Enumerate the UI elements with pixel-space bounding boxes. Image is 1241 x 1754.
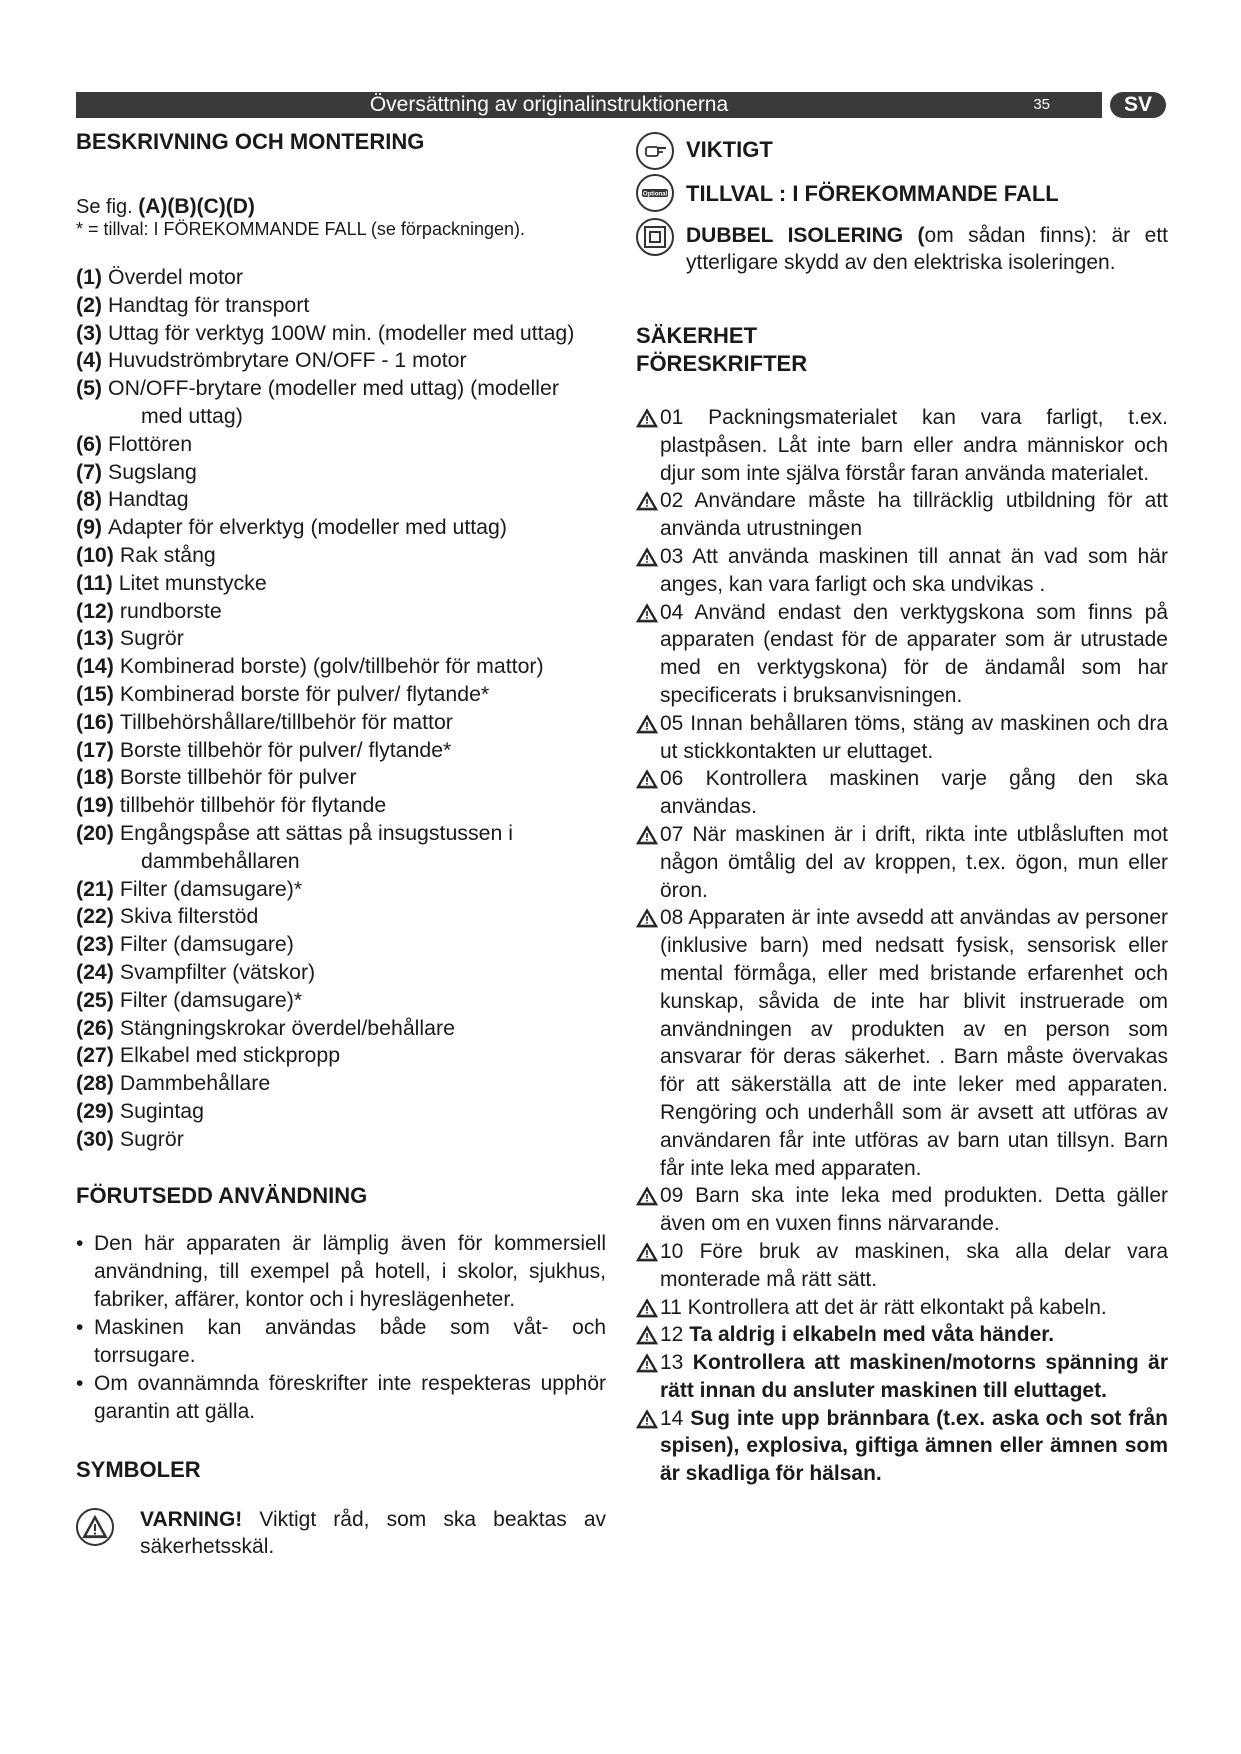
list-item: [636, 487, 1168, 543]
part-label: Sugintag: [119, 1098, 204, 1123]
part-number: (26): [76, 1015, 114, 1040]
part-label: Tillbehörshållare/tillbehör för mattor: [119, 709, 453, 734]
part-label: Uttag för verktyg 100W min. (modeller med uttag): [108, 320, 575, 345]
warning-triangle-icon: [636, 408, 658, 428]
list-item: [76, 347, 606, 375]
list-item: [76, 931, 606, 959]
part-number: (20): [76, 820, 114, 845]
safety-item-number: 05: [660, 711, 684, 735]
list-item: [636, 404, 1168, 487]
safety-item-text: Kontrollera att det är rätt elkontakt på kabeln.: [687, 1295, 1107, 1319]
double-insulation-icon: [636, 218, 674, 256]
list-item: [76, 820, 606, 876]
warning-triangle-icon: [636, 1409, 658, 1429]
part-number: (9): [76, 515, 103, 540]
warning-triangle-icon: [636, 1186, 658, 1206]
safety-item-number: 03: [660, 544, 684, 568]
figure-ref-figs: (A)(B)(C)(D): [138, 195, 255, 218]
safety-item-number: 01: [660, 406, 684, 429]
list-item: [76, 292, 606, 320]
svg-text:Optional: Optional: [642, 191, 668, 198]
warning-triangle-icon: [636, 1325, 658, 1345]
part-number: (21): [76, 876, 114, 901]
list-item: [76, 959, 606, 987]
part-label: Adapter för elverktyg (modeller med uttag): [108, 515, 507, 540]
part-label: Rak stång: [119, 542, 216, 567]
section-title-intended-use: FÖRUTSEDD ANVÄNDNING: [76, 1182, 368, 1208]
part-label: Huvudströmbrytare ON/OFF - 1 motor: [108, 348, 467, 373]
safety-item-number: 13: [660, 1351, 684, 1375]
part-label: Litet munstycke: [118, 570, 267, 595]
list-item: • Maskinen kan användas både som våt- och torrsugare.: [76, 1314, 606, 1370]
list-item: [76, 764, 606, 792]
part-label: Borste tillbehör för pulver/ flytande*: [119, 737, 452, 762]
list-item: [636, 765, 1168, 821]
safety-item-text: Apparaten är inte avsedd att användas av personer (inklusive barn) med nedsatt fysisk, sensorisk eller mental förmåga, eller med bristande erfarenhet och kunskap, såvida de inte har blivit instruerade om användningen av produkten av en person som ansvarar för deras säkerhet. . Barn måste övervakas för att säkerställa att de inte leker med apparaten. Rengöring och underhåll som är avsett att utföras av användaren får inte utföras av barn utan tillsyn. Barn får inte leka med apparaten.: [660, 906, 1168, 1180]
part-number: (29): [76, 1098, 114, 1123]
part-number: (5): [76, 376, 103, 401]
list-item: [76, 792, 606, 820]
header-title: Översättning av originalinstruktionerna: [369, 93, 729, 116]
symbol-warning-label: VARNING!: [140, 1507, 243, 1531]
list-item: [636, 710, 1168, 766]
safety-item-number: 08: [660, 906, 684, 930]
part-number: (6): [76, 431, 103, 456]
part-label: Borste tillbehör för pulver: [119, 765, 357, 790]
list-item: [636, 599, 1168, 710]
page-number: 35: [1033, 96, 1050, 113]
list-item: [636, 821, 1168, 904]
part-number: (16): [76, 709, 114, 734]
part-number: (7): [76, 459, 103, 484]
part-label: Sugrör: [119, 626, 184, 651]
part-label: Engångspåse att sättas på insugstussen i dammbehållaren: [119, 820, 513, 873]
warning-triangle-icon: [636, 1242, 658, 1262]
double-insulation-text: om sådan finns): är ett ytterligare skydd av den elektriska isoleringen.: [686, 224, 1168, 274]
safety-item-text: När maskinen är i drift, rikta inte utblåsluften mot någon ömtålig del av kroppen, t.ex. ögon, mun eller öron.: [660, 822, 1168, 902]
parts-list: [76, 264, 606, 1154]
list-item: [76, 876, 606, 904]
warning-triangle-icon: [636, 603, 658, 623]
list-item: [76, 737, 606, 765]
list-item: [76, 431, 606, 459]
list-item: [636, 1182, 1168, 1238]
part-number: (12): [76, 598, 114, 623]
list-item: [76, 459, 606, 487]
list-item: [76, 514, 606, 542]
safety-list: [636, 404, 1168, 1488]
safety-item-number: 06: [660, 767, 684, 791]
right-column: [636, 136, 1168, 1488]
part-number: (13): [76, 626, 114, 651]
part-label: Handtag för transport: [108, 292, 310, 317]
part-label: Överdel motor: [108, 265, 243, 289]
list-item: [76, 375, 606, 431]
warning-triangle-icon: [636, 908, 658, 928]
section-title-description: BESKRIVNING OCH MONTERING: [76, 129, 425, 154]
safety-title-line2: FÖRESKRIFTER: [636, 351, 808, 376]
part-number: (1): [76, 265, 103, 289]
part-label: Handtag: [108, 487, 189, 512]
double-insulation-row: [636, 222, 1168, 276]
list-item: [636, 904, 1168, 1182]
warning-triangle-icon: [636, 1298, 658, 1318]
list-item: [76, 681, 606, 709]
safety-item-text: Barn ska inte leka med produkten. Detta gäller även om en vuxen finns närvarande.: [660, 1184, 1168, 1236]
part-label: Filter (damsugare): [119, 932, 294, 957]
header-bar: [76, 92, 1102, 118]
optional-label: TILLVAL : I FÖREKOMMANDE FALL: [686, 181, 1059, 206]
list-item: • Om ovannämnda föreskrifter inte respekteras upphör garantin att gälla.: [76, 1370, 606, 1426]
safety-item-text: Kontrollera att maskinen/motorns spänning är rätt innan du ansluter maskinen till eluttaget.: [660, 1351, 1168, 1402]
list-item: [636, 1238, 1168, 1294]
part-label: Sugrör: [119, 1126, 184, 1151]
list-item: [76, 570, 606, 598]
safety-item-text: Användare måste ha tillräcklig utbildning för att använda utrustningen: [660, 489, 1168, 541]
part-label: Stängningskrokar överdel/behållare: [119, 1015, 455, 1040]
part-number: (4): [76, 348, 103, 373]
list-item: [76, 1042, 606, 1070]
section-title-symbols: SYMBOLER: [76, 1456, 201, 1482]
list-item: [76, 1098, 606, 1126]
safety-item-text: Före bruk av maskinen, ska alla delar vara monterade må rätt sätt.: [660, 1239, 1168, 1291]
list-item: [636, 1321, 1168, 1349]
part-number: (17): [76, 737, 114, 762]
part-number: (2): [76, 292, 103, 317]
list-item: [636, 1294, 1168, 1322]
part-number: (8): [76, 487, 103, 512]
part-label: ON/OFF-brytare (modeller med uttag) (modeller med uttag): [108, 376, 559, 428]
warning-triangle-icon: [636, 491, 658, 511]
part-label: Filter (damsugare)*: [119, 876, 303, 901]
list-item: [76, 987, 606, 1015]
optional-note: [76, 218, 606, 240]
list-item: [76, 486, 606, 514]
part-number: (28): [76, 1071, 114, 1096]
warning-triangle-icon: [636, 714, 658, 734]
part-label: Kombinerad borste) (golv/tillbehör för mattor): [119, 654, 544, 679]
optional-row: [636, 180, 1168, 214]
safety-item-text: Att använda maskinen till annat än vad som här anges, kan vara farligt och ska undvikas .: [660, 544, 1168, 596]
list-item: [76, 542, 606, 570]
list-item: [76, 653, 606, 681]
part-label: rundborste: [119, 598, 222, 623]
list-item: [76, 598, 606, 626]
important-row: [636, 136, 1168, 172]
part-number: (23): [76, 932, 114, 957]
safety-item-number: 10: [660, 1239, 684, 1263]
list-item: [76, 1070, 606, 1098]
list-item: [636, 543, 1168, 599]
safety-item-text: Sug inte upp brännbara (t.ex. aska och sot från spisen), explosiva, giftiga ämnen eller ämnen som är skadliga för hälsan.: [660, 1406, 1168, 1486]
warning-triangle-icon: [636, 825, 658, 845]
list-item: • Den här apparaten är lämplig även för kommersiell användning, till exempel på hotell, i skolor, sjukhus, fabriker, affärer, kontor och i hyreslägenheter.: [76, 1230, 606, 1314]
part-label: tillbehör tillbehör för flytande: [119, 793, 387, 818]
part-number: (3): [76, 320, 103, 345]
symbol-warning-row: [76, 1506, 606, 1560]
double-insulation-label: DUBBEL ISOLERING (: [686, 224, 925, 247]
part-label: Kombinerad borste för pulver/ flytande*: [119, 681, 490, 706]
list-item: [76, 1015, 606, 1043]
list-item: [636, 1405, 1168, 1488]
part-number: (18): [76, 765, 114, 790]
part-label: Svampfilter (vätskor): [119, 959, 316, 984]
warning-triangle-icon: [76, 1508, 114, 1546]
part-number: (11): [76, 570, 113, 595]
safety-item-text: Använd endast den verktygskona som finns på apparaten (endast för de apparater som är utrustade med en verktygskona) för de ändamål som har specificerats i bruksanvisningen.: [660, 600, 1168, 707]
part-number: (19): [76, 793, 114, 818]
part-number: (30): [76, 1126, 114, 1151]
part-number: (22): [76, 904, 114, 929]
left-column: [76, 128, 606, 1560]
safety-item-number: 07: [660, 822, 684, 846]
part-label: Sugslang: [108, 459, 197, 484]
safety-title-line1: SÄKERHET: [636, 323, 758, 348]
warning-triangle-icon: [636, 769, 658, 789]
part-label: Flottören: [108, 431, 193, 456]
list-item: [76, 320, 606, 348]
part-number: (10): [76, 542, 114, 567]
safety-item-text: Ta aldrig i elkabeln med våta händer.: [689, 1323, 1055, 1347]
optional-icon: [636, 174, 674, 212]
symbol-warning-text: Viktigt råd, som ska beaktas av säkerhetsskäl.: [140, 1507, 606, 1558]
safety-item-text: Packningsmaterialet kan vara farligt, t.ex. plastpåsen. Låt inte barn eller andra människor och djur som inte själva förstår faran använda materialet.: [660, 406, 1168, 485]
safety-item-number: 04: [660, 600, 684, 624]
warning-triangle-icon: [636, 1353, 658, 1373]
list-item: [76, 709, 606, 737]
part-number: (24): [76, 959, 114, 984]
list-item: [76, 903, 606, 931]
language-badge: SV: [1110, 92, 1166, 118]
part-number: (27): [76, 1043, 114, 1068]
warning-triangle-icon: [636, 547, 658, 567]
list-item: [76, 1126, 606, 1154]
list-item: [76, 625, 606, 653]
safety-item-text: Innan behållaren töms, stäng av maskinen och dra ut stickkontakten ur eluttaget.: [660, 711, 1168, 763]
figure-ref-prefix: Se fig.: [76, 196, 133, 218]
part-label: Elkabel med stickpropp: [119, 1043, 341, 1068]
safety-item-number: 02: [660, 489, 684, 513]
intended-use-list: [76, 1230, 606, 1426]
pointing-hand-icon: [636, 132, 674, 170]
part-label: Skiva filterstöd: [119, 904, 259, 929]
safety-item-text: Kontrollera maskinen varje gång den ska användas.: [660, 767, 1168, 819]
optional-note-prefix: * = tillval:: [76, 219, 149, 239]
list-item: [636, 1349, 1168, 1405]
part-label: Filter (damsugare)*: [119, 987, 303, 1012]
optional-note-text: I FÖREKOMMANDE FALL (se förpackningen).: [153, 219, 525, 239]
figure-reference: [76, 196, 606, 218]
part-number: (25): [76, 987, 114, 1012]
list-item: [76, 264, 606, 292]
safety-item-number: 12: [660, 1323, 684, 1347]
section-title-safety: [636, 322, 1168, 378]
safety-item-number: 14: [660, 1406, 684, 1430]
part-number: (15): [76, 681, 114, 706]
safety-item-number: 09: [660, 1184, 684, 1208]
safety-item-number: 11: [660, 1295, 682, 1319]
part-number: (14): [76, 654, 114, 679]
important-label: VIKTIGT: [686, 137, 773, 162]
part-label: Dammbehållare: [119, 1071, 271, 1096]
